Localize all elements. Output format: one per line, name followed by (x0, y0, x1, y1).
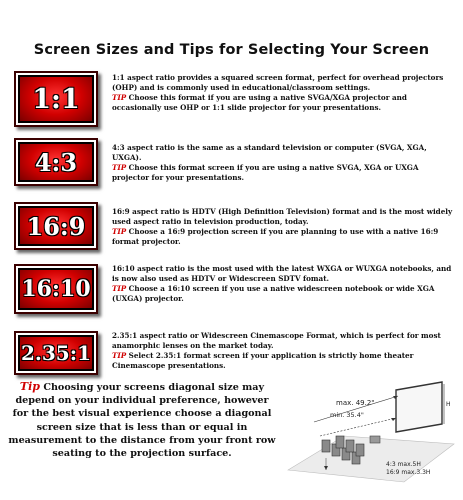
tip-label: Tip (19, 380, 40, 393)
badge-label: 16:9 (26, 211, 86, 241)
badge-label: 2.35:1 (20, 341, 91, 365)
badge-4-3 (14, 138, 98, 186)
badge-2-35-1 (14, 331, 98, 375)
tip-label: TIP (112, 93, 127, 102)
format-description-16-10 (112, 264, 457, 304)
viewing-distance-tip (8, 380, 276, 460)
badge-label: 1:1 (32, 83, 80, 115)
projector-illustration (370, 436, 380, 443)
description-text: 16:10 aspect ratio is the most used with the latest WXGA or WUXGA notebooks, and is now also used as HDTV or Widescreen SDTV fomat. (112, 264, 452, 283)
tip-label: TIP (112, 163, 127, 172)
format-description-2-35-1 (112, 331, 457, 371)
badge-1-1 (14, 71, 98, 127)
description-text: 16:9 aspect ratio is HDTV (High Definition Television) format and is the most widely used aspect ratio in television production, today. (112, 207, 453, 226)
tip-label: TIP (112, 284, 127, 293)
max-distance-label: max. 49.2" (336, 399, 375, 407)
format-description-1-1 (112, 73, 457, 113)
ratio-16-9-label: 16:9 max.3.3H (386, 469, 431, 476)
description-text: 1:1 aspect ratio provides a squared screen format, perfect for overhead projectors (OHP) and is commonly used in educational/classroom settings. (112, 73, 444, 92)
badge-label: 16:10 (21, 276, 91, 302)
ratio-4-3-label: 4:3 max.5H (386, 461, 421, 468)
format-description-4-3 (112, 143, 457, 183)
description-text: 4:3 aspect ratio is the same as a standard television or computer (SVGA, XGA, UXGA). (112, 143, 427, 162)
screen-illustration (396, 382, 442, 432)
tip-label: TIP (112, 227, 127, 236)
tip-text: Select 2.35:1 format screen if your application is strictly home theater Cinemascope presentations. (112, 351, 414, 370)
viewing-distance-diagram (284, 378, 456, 486)
page-title: Screen Sizes and Tips for Selecting Your Screen (33, 42, 430, 58)
tip-text: Choose a 16:10 screen if you use a native widescreen notebook or wide XGA (UXGA) projector. (112, 284, 435, 303)
format-description-16-9 (112, 207, 457, 247)
tip-text: Choose this format if you are using a native SVGA/XGA projector and occasionally use OHP or 1:1 slide projector for your presentations. (112, 93, 407, 112)
tip-label: TIP (112, 351, 127, 360)
tip-text: Choosing your screens diagonal size may depend on your individual preference, however for the best visual experience choose a diagonal screen size that is less than or equal in measurement to the distance from your front row seating to the projection surface. (8, 382, 276, 460)
badge-16-9 (14, 202, 98, 250)
height-label: H (446, 401, 451, 408)
badge-16-10 (14, 264, 98, 314)
min-distance-label: min. 35.4" (330, 411, 364, 419)
description-text: 2.35:1 aspect ratio or Widescreen Cinemascope Format, which is perfect for most anamorphic lenses on the market today. (112, 331, 441, 350)
tip-text: Choose a 16:9 projection screen if you are planning to use with a native 16:9 format projector. (112, 227, 439, 246)
tip-text: Choose this format screen if you are using a native SVGA, XGA or UXGA projector for your presentations. (112, 163, 419, 182)
badge-label: 4:3 (34, 147, 78, 177)
